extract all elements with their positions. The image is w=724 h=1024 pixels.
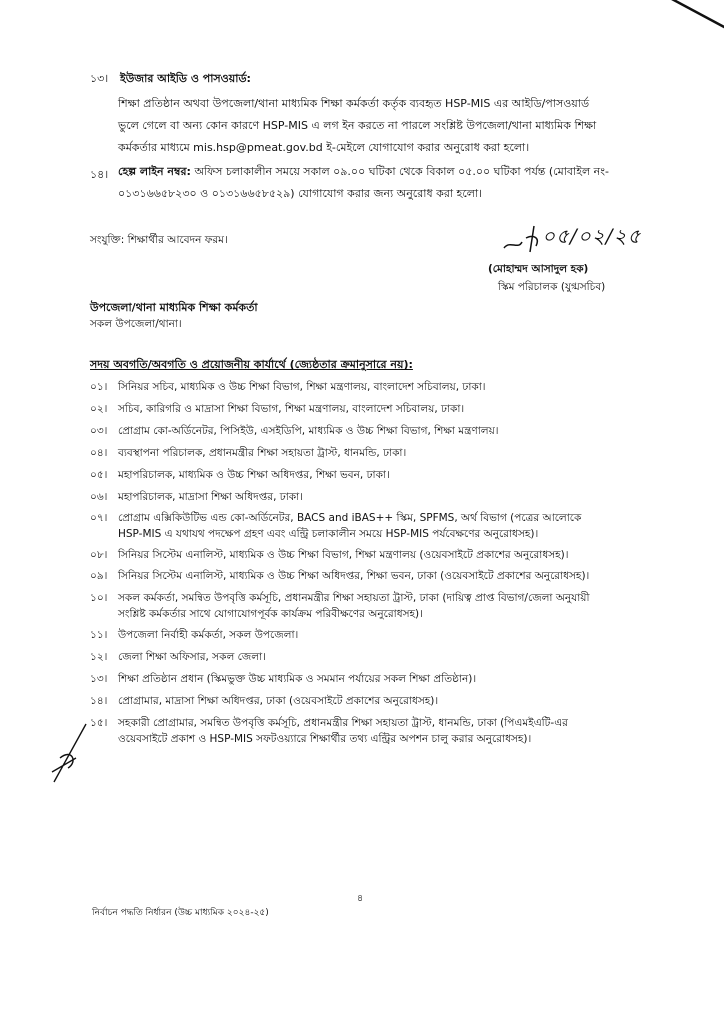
copy-item-text: প্রোগ্রাম এক্সিকিউটিভ এন্ড কো-অর্ডিনেটর, BACS and iBAS++ স্কিম, SPFMS, অর্থ বিভাগ (পত্রের আলোকে HSP-MIS এ যথাযথ পদক্ষেপ গ্রহণ এবং এন্ট্রি চলাকালীন সময়ে HSP-MIS পর্যবেক্ষণের অনুরোধসহ)। <box>118 512 582 540</box>
copy-item-text: সিনিয়র সিস্টেম এনালিস্ট, মাধ্যমিক ও উচ্চ শিক্ষা বিভাগ, শিক্ষা মন্ত্রণালয় (ওয়েবসাইটে প্রকাশের অনুরোধসহ)। <box>118 549 569 561</box>
copy-item-text: সহকারী প্রোগ্রামার, সমন্বিত উপবৃত্তি কর্মসূচি, প্রধানমন্ত্রীর শিক্ষা সহায়তা ট্রাস্ট, ধানমন্ডি, ঢাকা (পিএমইএটি-এর ওয়েবসাইটে প্রকাশ ও HSP-MIS সফটওয়্যারে শিক্ষার্থীর তথ্য এন্ট্রির অপশন চালু করার অনুরোধসহ)। <box>118 717 568 745</box>
signature-date: ০৫/০২/২৫ <box>542 224 642 248</box>
copy-item-number: ১৩। <box>90 673 108 685</box>
copy-item-text: সিনিয়র সচিব, মাধ্যমিক ও উচ্চ শিক্ষা বিভাগ, শিক্ষা মন্ত্রণালয়, বাংলাদেশ সচিবালয়, ঢাকা। <box>118 381 486 393</box>
section-13-body <box>118 93 630 159</box>
recipient-subtitle: সকল উপজেলা/থানা। <box>90 318 182 330</box>
signature-block <box>480 220 680 300</box>
copy-item-number: ১২। <box>90 651 108 663</box>
recipient-title: উপজেলা/থানা মাধ্যমিক শিক্ষা কর্মকর্তা <box>90 301 258 314</box>
helpline-label: হেল্প লাইন নম্বর: <box>118 165 191 178</box>
copy-item-text: প্রোগ্রামার, মাদ্রাসা শিক্ষা অধিদপ্তর, ঢাকা (ওয়েবসাইটে প্রকাশের অনুরোধসহ)। <box>118 695 439 707</box>
copy-item-number: ০৮। <box>90 549 108 561</box>
copy-item-number: ০১। <box>90 381 108 393</box>
copy-item-text: ব্যবস্থাপনা পরিচালক, প্রধানমন্ত্রীর শিক্ষা সহায়তা ট্রাস্ট, ধানমন্ডি, ঢাকা। <box>118 447 407 459</box>
section-13-line: শিক্ষা প্রতিষ্ঠান অথবা উপজেলা/থানা মাধ্যমিক শিক্ষা কর্মকর্তা কর্তৃক ব্যবহৃত HSP-MIS এর আইডি/পাসওয়ার্ড <box>118 97 590 110</box>
copy-item-number: ০৬। <box>90 491 108 503</box>
copy-item-number: ১০। <box>90 592 108 604</box>
margin-initial-scribble <box>46 718 96 788</box>
copy-item-text: সিনিয়র সিস্টেম এনালিস্ট, মাধ্যমিক ও উচ্চ শিক্ষা অধিদপ্তর, শিক্ষা ভবন, ঢাকা (ওয়েবসাইটে প্রকাশের অনুরোধসহ)। <box>118 570 590 582</box>
copy-item-text: মহাপরিচালক, মাদ্রাসা শিক্ষা অধিদপ্তর, ঢাকা। <box>118 491 303 503</box>
signatory-name: (মোহাম্মদ আসাদুল হক) <box>488 263 589 275</box>
copy-item-text: জেলা শিক্ষা অফিসার, সকল জেলা। <box>118 651 266 663</box>
copy-item-text: সচিব, কারিগরি ও মাদ্রাসা শিক্ষা বিভাগ, শিক্ষা মন্ত্রণালয়, বাংলাদেশ সচিবালয়, ঢাকা। <box>118 403 465 415</box>
copy-item-text: মহাপরিচালক, মাধ্যমিক ও উচ্চ শিক্ষা অধিদপ্তর, শিক্ষা ভবন, ঢাকা। <box>118 469 390 481</box>
copy-item-number: ০৩। <box>90 425 108 437</box>
copy-item-number: ০৭। <box>90 512 108 524</box>
corner-fold-mark <box>668 0 724 32</box>
copy-item-text: শিক্ষা প্রতিষ্ঠান প্রধান (স্কিমভুক্ত উচ্চ মাধ্যমিক ও সমমান পর্যায়ের সকল শিক্ষা প্রতিষ্ঠান)। <box>118 673 477 685</box>
section-13-number: ১৩। <box>90 72 109 85</box>
copy-item-number: ১৫। <box>90 717 108 729</box>
copy-item-number: ০৪। <box>90 447 108 459</box>
copy-item-number: ০৫। <box>90 469 108 481</box>
helpline-line-1: অফিস চলাকালীন সময়ে সকাল ০৯.০০ ঘটিকা থেকে বিকাল ০৫.০০ ঘটিকা পর্যন্ত (মোবাইল নং- <box>194 165 609 178</box>
section-13-line: ভুলে গেলে বা অন্য কোন কারণে HSP-MIS এ লগ ইন করতে না পারলে সংশ্লিষ্ট উপজেলা/থানা মাধ্যমিক শিক্ষা <box>118 119 597 132</box>
section-14-number: ১৪। <box>90 168 109 181</box>
footer-note: নির্বাচন পদ্ধতি নির্ধারন (উচ্চ মাধ্যমিক ২০২৪-২৫) <box>92 908 269 918</box>
section-13-line: কর্মকর্তার মাধ্যমে mis.hsp@pmeat.gov.bd ই-মেইলে যোগাযোগ করার অনুরোধ করা হলো। <box>118 141 530 154</box>
copy-heading: সদয় অবগতি/অবগতি ও প্রয়োজনীয় কার্যার্থে (জ্যেষ্ঠতার ক্রমানুসারে নয়): <box>90 358 413 371</box>
section-14-body <box>118 161 638 205</box>
copy-item-text: সকল কর্মকর্তা, সমন্বিত উপবৃত্তি কর্মসূচি, প্রধানমন্ত্রীর শিক্ষা সহায়তা ট্রাস্ট, ঢাকা (দায়িত্ব প্রাপ্ত বিভাগ/জেলা অনুযায়ী সংশ্লিষ্ট কর্মকর্তার সাথে যোগাযোগপূর্বক কার্যক্রম পরিবীক্ষণের অনুরোধসহ)। <box>118 592 590 620</box>
copy-item-text: প্রোগ্রাম কো-অর্ডিনেটর, পিসিইউ, এসইডিপি, মাধ্যমিক ও উচ্চ শিক্ষা বিভাগ, শিক্ষা মন্ত্রণালয়। <box>118 425 499 437</box>
page-number: ৪ <box>357 893 364 904</box>
copy-item-number: ১১। <box>90 629 108 641</box>
copy-item-number: ০২। <box>90 403 108 415</box>
copy-item-number: ০৯। <box>90 570 108 582</box>
copy-item-number: ১৪। <box>90 695 108 707</box>
section-13-title: ইউজার আইডি ও পাসওয়ার্ড: <box>120 72 251 85</box>
attachment-note: সংযুক্তি: শিক্ষার্থীর আবেদন ফরম। <box>90 234 228 246</box>
copy-item-text: উপজেলা নির্বাহী কর্মকর্তা, সকল উপজেলা। <box>118 629 299 641</box>
signatory-designation: স্কিম পরিচালক (যুগ্মসচিব) <box>498 281 606 293</box>
helpline-line-2: ০১৩১৬৬৫৮২৩০ ও ০১৩১৬৬৫৮৫২৯) যোগাযোগ করার জন্য অনুরোধ করা হলো। <box>118 187 483 200</box>
